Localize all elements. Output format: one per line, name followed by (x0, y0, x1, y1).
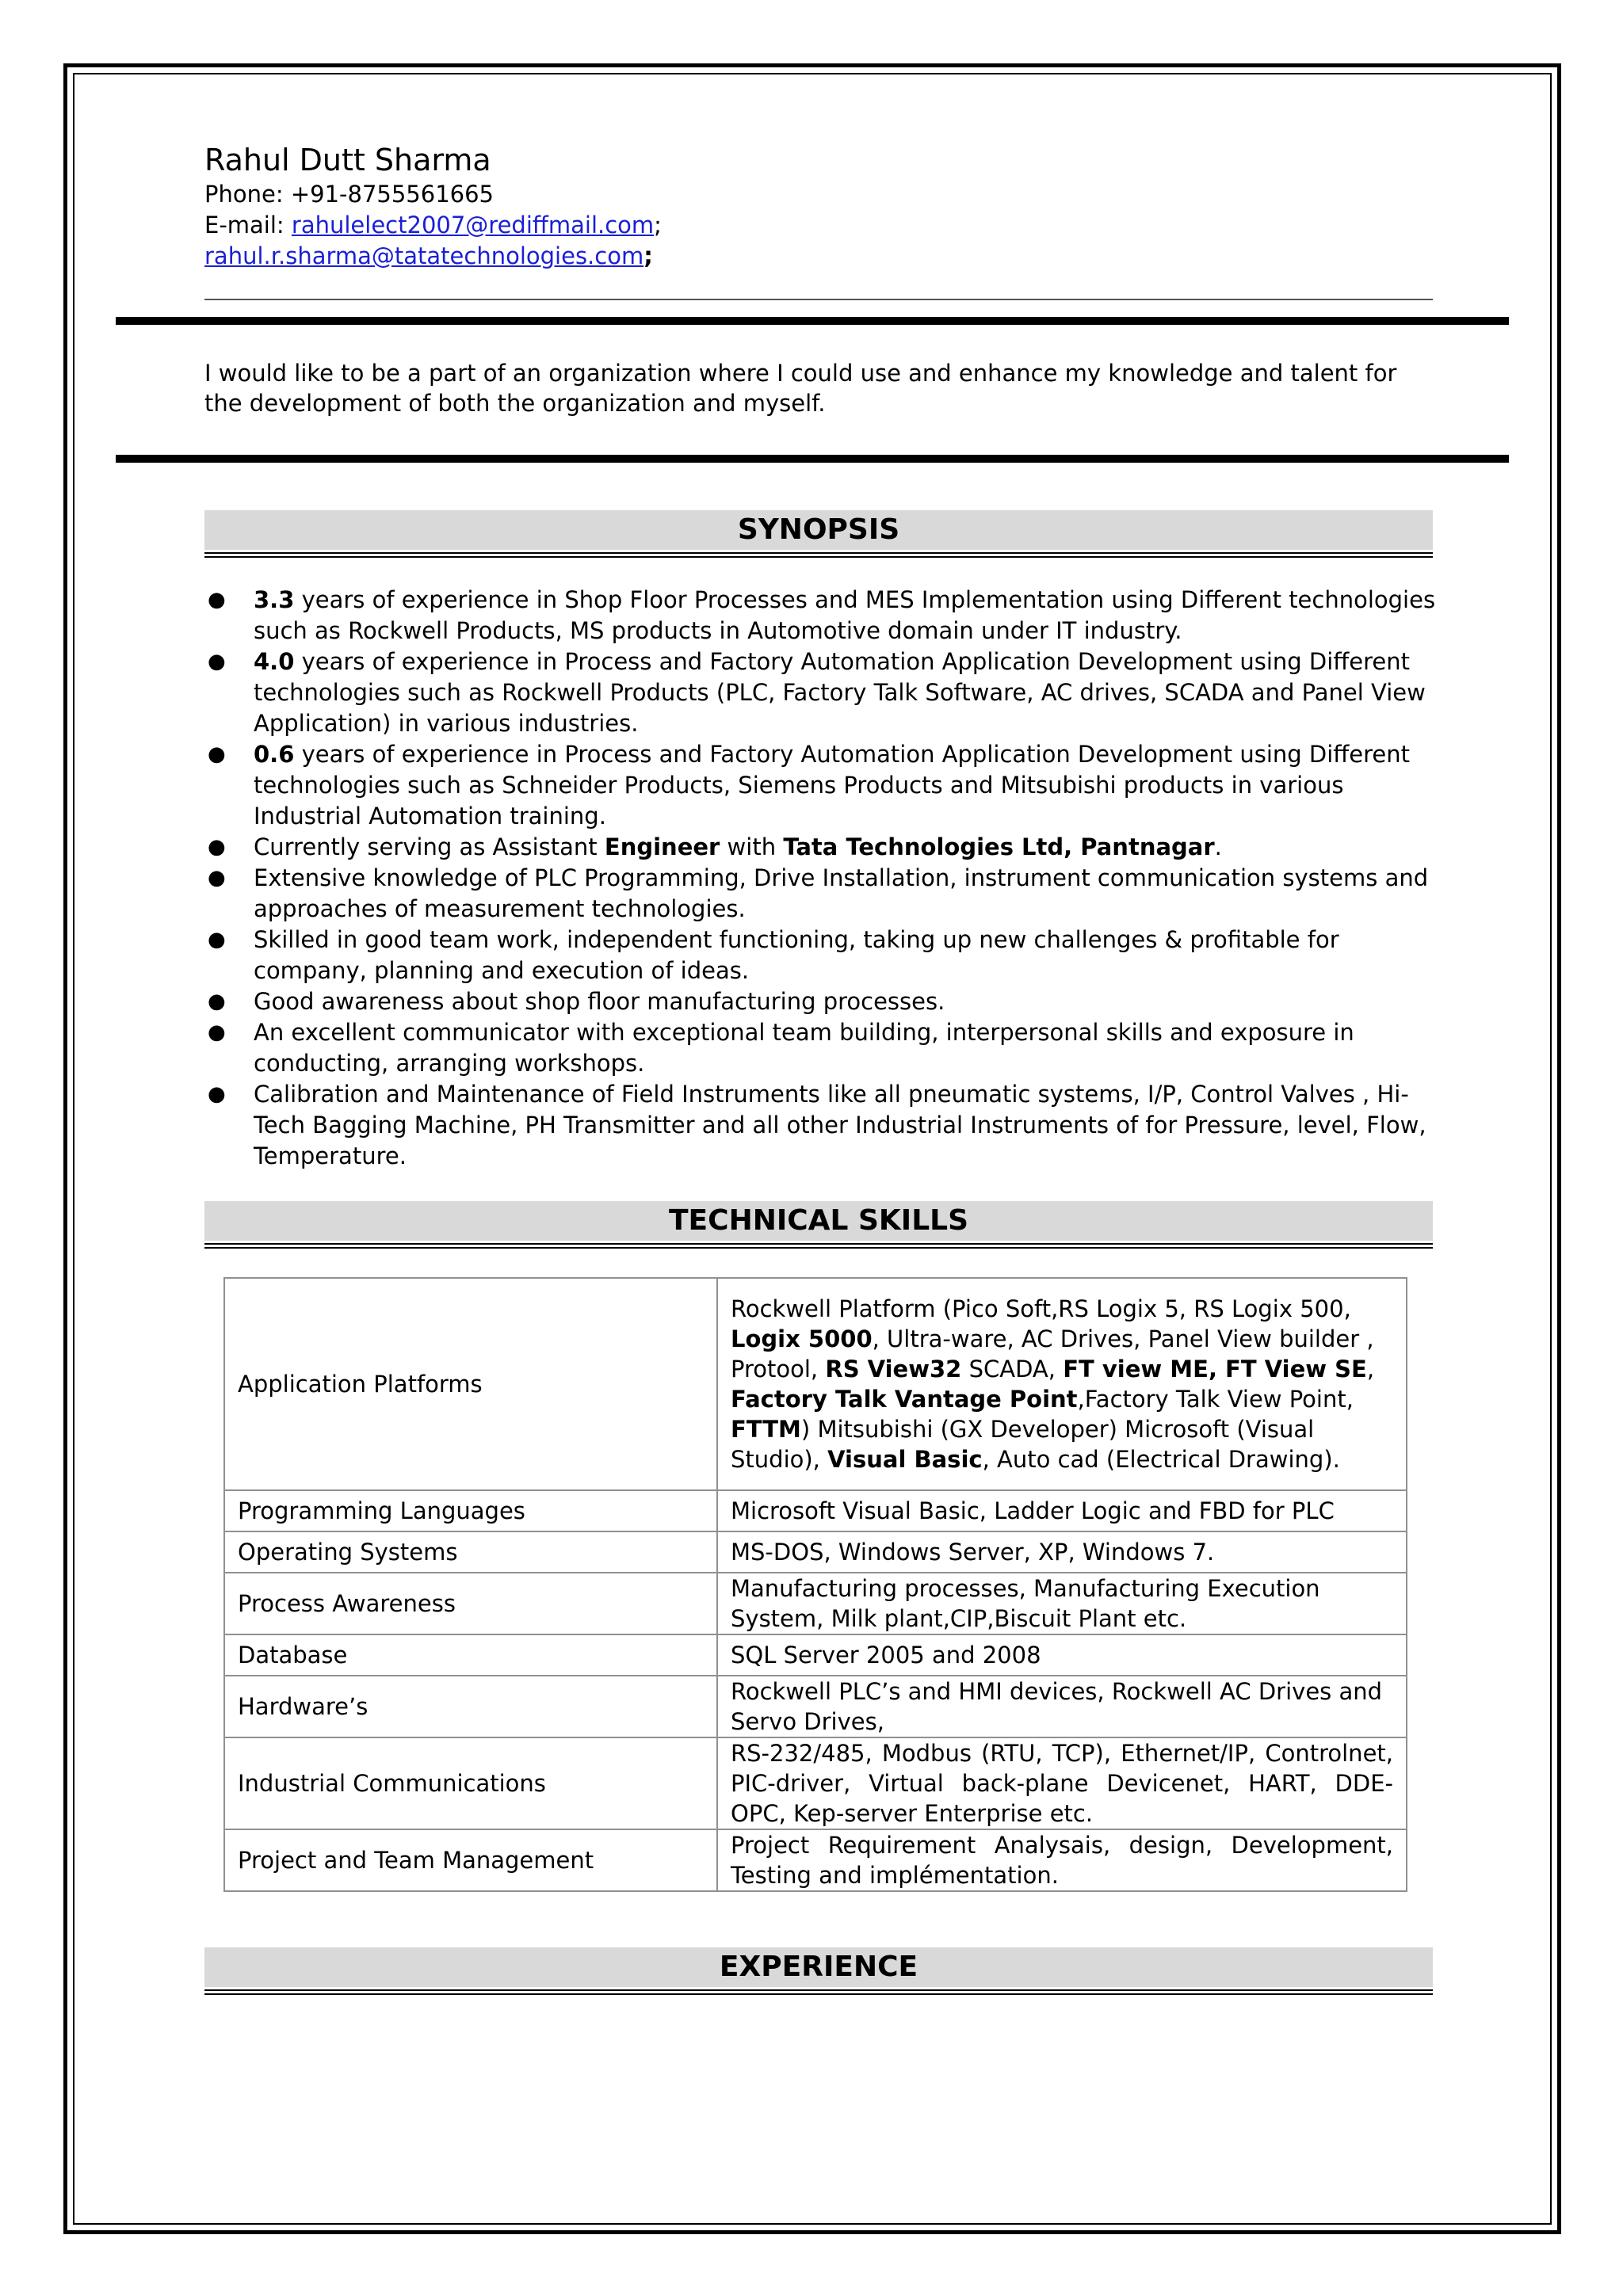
skill-category: Operating Systems (224, 1531, 717, 1573)
skill-text: SCADA, (961, 1356, 1064, 1383)
thick-divider-bottom (116, 455, 1509, 463)
bullet-icon: ● (208, 742, 226, 766)
bullet-icon: ● (208, 990, 226, 1013)
email-separator: ; (654, 212, 662, 238)
section-heading-synopsis: SYNOPSIS (204, 510, 1433, 550)
contact-header (204, 141, 1433, 272)
skill-highlight: FTTM (731, 1416, 801, 1443)
skill-details: Project Requirement Analysais, design, Development, Testing and implémentation. (717, 1829, 1407, 1891)
phone-line (204, 179, 1433, 210)
item-text: years of experience in Process and Factory Automation Application Development using Different technologies such as Schneider Products, Siemens Products and Mitsubishi products in various Industrial Automation training. (254, 741, 1411, 830)
skill-category: Process Awareness (224, 1573, 717, 1634)
skill-category: Project and Team Management (224, 1829, 717, 1891)
bullet-icon: ● (208, 928, 226, 952)
email-link-secondary[interactable]: rahul.r.sharma@tatatechnologies.com (204, 242, 644, 269)
bullet-icon: ● (208, 1020, 226, 1044)
skill-details: MS-DOS, Windows Server, XP, Windows 7. (717, 1531, 1407, 1573)
item-text: years of experience in Shop Floor Processes and MES Implementation using Different technologies such as Rockwell Products, MS products in Automotive domain under IT industry. (254, 586, 1436, 644)
skill-category: Programming Languages (224, 1490, 717, 1531)
table-row (224, 1573, 1407, 1634)
skill-category: Application Platforms (224, 1278, 717, 1490)
skill-details (717, 1278, 1407, 1490)
section-heading-technical-skills: TECHNICAL SKILLS (204, 1201, 1433, 1241)
item-text: Extensive knowledge of PLC Programming, Drive Installation, instrument communication systems and approaches of measurement technologies. (254, 864, 1429, 922)
skill-details: SQL Server 2005 and 2008 (717, 1634, 1407, 1676)
list-item (204, 986, 1441, 1017)
email-label: E-mail: (204, 212, 285, 238)
list-item (204, 1079, 1441, 1172)
synopsis-list (204, 585, 1441, 1172)
skill-highlight: Logix 5000 (731, 1325, 873, 1352)
skill-category: Hardware’s (224, 1676, 717, 1737)
skill-category: Database (224, 1634, 717, 1676)
list-item (204, 832, 1441, 863)
email-separator-2: ; (643, 242, 653, 269)
technical-skills-table (223, 1277, 1407, 1892)
email-line-2 (204, 241, 1433, 272)
list-item (204, 1017, 1441, 1079)
skill-text: , Ultra-ware, AC Drives, Panel View builder , Protool, (731, 1325, 1374, 1383)
phone-number: +91-8755561665 (290, 181, 494, 208)
years-value: 0.6 (254, 741, 295, 768)
years-value: 4.0 (254, 648, 295, 675)
section-heading-experience: EXPERIENCE (204, 1947, 1433, 1987)
skill-details: Rockwell PLC’s and HMI devices, Rockwell AC Drives and Servo Drives, (717, 1676, 1407, 1737)
role-title: Engineer (604, 833, 720, 860)
skill-highlight: FT view ME, FT View SE (1063, 1356, 1367, 1383)
bullet-icon: ● (208, 588, 226, 612)
objective-statement: I would like to be a part of an organization where I could use and enhance my knowledge and talent for the development of both the organization and myself. (204, 360, 1397, 417)
table-row (224, 1531, 1407, 1573)
skill-category: Industrial Communications (224, 1737, 717, 1829)
item-text: Good awareness about shop floor manufacturing processes. (254, 988, 945, 1015)
list-item (204, 925, 1441, 986)
table-row (224, 1278, 1407, 1490)
phone-label: Phone: (204, 181, 284, 208)
item-text: with (720, 833, 784, 860)
skill-text: Rockwell Platform (Pico Soft,RS Logix 5, RS Logix 500, (731, 1295, 1351, 1322)
email-line (204, 210, 1433, 241)
list-item (204, 863, 1441, 925)
table-row (224, 1676, 1407, 1737)
list-item (204, 646, 1441, 739)
header-divider (204, 299, 1433, 300)
bullet-icon: ● (208, 866, 226, 890)
list-item (204, 585, 1441, 646)
skill-details: RS-232/485, Modbus (RTU, TCP), Ethernet/IP, Controlnet, PIC-driver, Virtual back-plane Devicenet, HART, DDE-OPC, Kep-server Enterprise etc. (717, 1737, 1407, 1829)
skill-text: , Auto cad (Electrical Drawing). (982, 1446, 1340, 1473)
skill-highlight: Visual Basic (827, 1446, 983, 1473)
item-text: . (1214, 833, 1222, 860)
table-row (224, 1634, 1407, 1676)
skill-text: , (1366, 1356, 1375, 1383)
skill-text: ,Factory Talk View Point, (1077, 1386, 1354, 1413)
candidate-name: Rahul Dutt Sharma (204, 143, 491, 177)
table-row (224, 1490, 1407, 1531)
skill-details: Manufacturing processes, Manufacturing Execution System, Milk plant,CIP,Biscuit Plant etc. (717, 1573, 1407, 1634)
table-row (224, 1737, 1407, 1829)
employer-name: Tata Technologies Ltd, Pantnagar (783, 833, 1215, 860)
item-text: Skilled in good team work, independent functioning, taking up new challenges & profitable for company, planning and execution of ideas. (254, 926, 1339, 984)
item-text: years of experience in Process and Factory Automation Application Development using Different technologies such as Rockwell Products (PLC, Factory Talk Software, AC drives, SCADA and Panel View Application) in various industries. (254, 648, 1426, 737)
item-text: Calibration and Maintenance of Field Instruments like all pneumatic systems, I/P, Control Valves , Hi-Tech Bagging Machine, PH Transmitter and all other Industrial Instruments of for Pressure, level, Flow, Temperature. (254, 1081, 1426, 1169)
skill-text: ) Mitsubishi (GX Developer) Microsoft (Visual Studio), (731, 1416, 1315, 1473)
skill-highlight: RS View32 (825, 1356, 962, 1383)
skill-highlight: Factory Talk Vantage Point (731, 1386, 1078, 1413)
email-link-primary[interactable]: rahulelect2007@rediffmail.com (291, 212, 655, 238)
bullet-icon: ● (208, 1082, 226, 1106)
bullet-icon: ● (208, 835, 226, 859)
list-item (204, 739, 1441, 832)
item-text: An excellent communicator with exceptional team building, interpersonal skills and exposure in conducting, arranging workshops. (254, 1019, 1354, 1077)
thick-divider-top (116, 317, 1509, 325)
bullet-icon: ● (208, 650, 226, 673)
skill-details: Microsoft Visual Basic, Ladder Logic and FBD for PLC (717, 1490, 1407, 1531)
years-value: 3.3 (254, 586, 295, 613)
table-row (224, 1829, 1407, 1891)
item-text: Currently serving as Assistant (254, 833, 605, 860)
